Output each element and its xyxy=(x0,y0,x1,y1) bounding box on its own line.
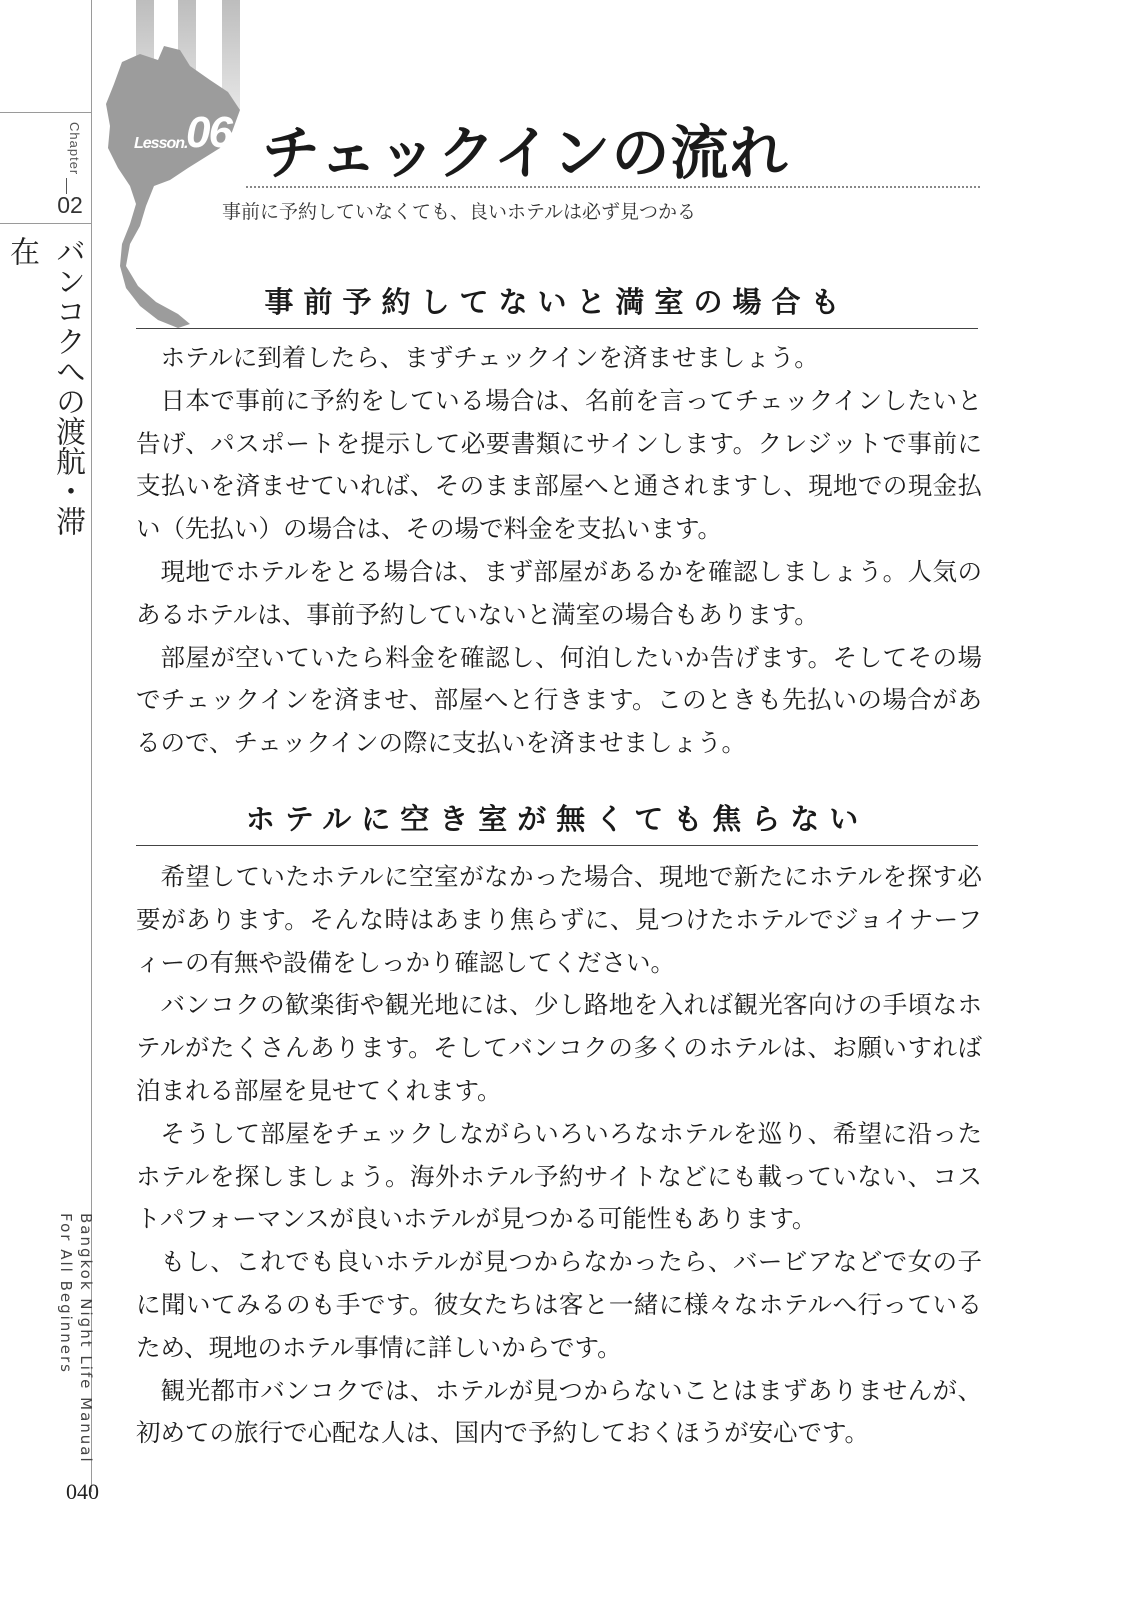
paragraph: ホテルに到着したら、まずチェックインを済ませましょう。 xyxy=(160,343,819,372)
section-heading: ホテルに空き室が無くても焦らない xyxy=(245,802,869,836)
paragraph: バンコクの歓楽街や観光地には、少し路地を入れば観光客向けの手頃なホテルがたくさんあります。そしてバンコクの多くのホテルは、お願いすれば泊まれる部屋を見せてくれます。 xyxy=(136,990,982,1105)
page-title: チェックインの流れ xyxy=(262,119,789,187)
chapter-number: 02 xyxy=(57,192,83,218)
paragraph: 現地でホテルをとる場合は、まず部屋があるかを確認しましょう。人気のあるホテルは、事前予約していないと満室の場合もあります。 xyxy=(136,556,982,629)
page-number: 040 xyxy=(66,1479,99,1504)
section-body xyxy=(136,856,982,1455)
paragraph: 日本で事前に予約をしている場合は、名前を言ってチェックインしたいと告げ、パスポートを提示して必要書類にサインします。クレジットで事前に支払いを済ませていれば、そのまま部屋へと通されますし、現地での現金払い（先払い）の場合は、その場で料金を支払います。 xyxy=(136,385,982,544)
section-rule xyxy=(136,328,978,329)
book-title: Bangkok Night Life Manual For All Beginners xyxy=(57,1213,95,1464)
paragraph: 希望していたホテルに空室がなかった場合、現地で新たにホテルを探す必要があります。そんな時はあまり焦らずに、見つけたホテルでジョイナーフィーの有無や設備をしっかり確認してください。 xyxy=(136,862,982,977)
lesson-number: 06 xyxy=(186,108,231,157)
page-subtitle: 事前に予約していなくても、良いホテルは必ず見つかる xyxy=(222,201,697,223)
paragraph: もし、これでも良いホテルが見つからなかったら、バービアなどで女の子に聞いてみるのも手です。彼女たちは客と一緒に様々なホテルへ行っているため、現地のホテル事情に詳しいからです。 xyxy=(136,1247,982,1362)
paragraph: 観光都市バンコクでは、ホテルが見つからないことはまずありませんが、初めての旅行で心配な人は、国内で予約しておくほうが安心です。 xyxy=(136,1375,982,1448)
chapter-title: バンコクへの渡航・滞在 xyxy=(4,236,85,536)
chapter-top-rule xyxy=(0,112,91,113)
lesson-label: Lesson. xyxy=(134,135,188,152)
section-body xyxy=(136,337,982,765)
chapter-bottom-rule xyxy=(0,223,91,224)
paragraph: そうして部屋をチェックしながらいろいろなホテルを巡り、希望に沿ったホテルを探しましょう。海外ホテル予約サイトなどにも載っていない、コストパフォーマンスが良いホテルが見つかる可能性もあります。 xyxy=(136,1118,982,1234)
section-rule xyxy=(136,845,978,846)
paragraph: 部屋が空いていたら料金を確認し、何泊したいか告げます。そしてその場でチェックインを済ませ、部屋へと行きます。このときも先払いの場合があるので、チェックインの際に支払いを済ませましょう。 xyxy=(136,642,982,758)
chapter-label: Chapter xyxy=(67,122,82,176)
title-divider xyxy=(246,186,980,188)
section-heading: 事前予約してないと満室の場合も xyxy=(264,285,850,319)
